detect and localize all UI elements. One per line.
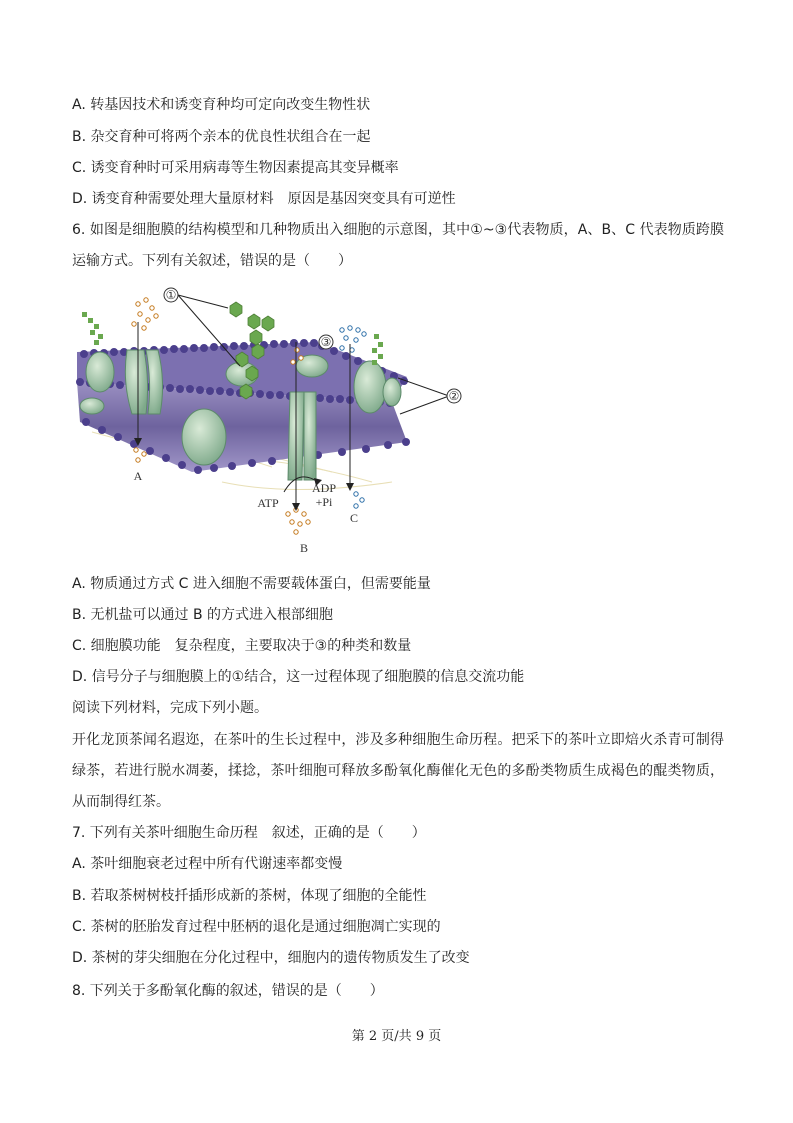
q5-option-a: A. 转基因技术和诱变育种均可定向改变生物性状 <box>72 97 371 113</box>
label-c: C <box>349 511 359 525</box>
protein-peripheral-left <box>86 352 114 392</box>
q6-option-d: D. 信号分子与细胞膜上的①结合，这一过程体现了细胞膜的信息交流功能 <box>72 669 525 685</box>
protein-carrier-atp <box>288 392 316 480</box>
q6-option-b: B. 无机盐可以通过 B 的方式进入根部细胞 <box>72 607 334 623</box>
label-1: ① <box>165 288 177 302</box>
q7-option-d: D. 茶树的芽尖细胞在分化过程中，细胞内的遗传物质发生了改变 <box>72 950 470 966</box>
q5-option-d: D. 诱变育种需要处理大量原材料 原因是基因突变具有可逆性 <box>72 191 456 207</box>
molecules-c-top <box>340 326 366 352</box>
protein-channel-left <box>125 350 162 414</box>
reading-intro: 阅读下列材料，完成下列小题。 <box>72 700 268 716</box>
q6-option-c: C. 细胞膜功能 复杂程度，主要取决于③的种类和数量 <box>72 638 412 654</box>
q7-option-a: A. 茶叶细胞衰老过程中所有代谢速率都变慢 <box>72 856 343 872</box>
molecules-a-top <box>132 298 158 330</box>
q8-stem: 8. 下列关于多酚氧化酶的叙述，错误的是（ ） <box>72 983 384 999</box>
label-adp: ADP <box>311 481 337 495</box>
q6-option-a: A. 物质通过方式 C 进入细胞不需要载体蛋白，但需要能量 <box>72 576 431 592</box>
page-footer: 第 2 页/共 9 页 <box>351 1029 442 1044</box>
molecules-c-bottom <box>354 492 364 508</box>
cell-membrane-figure <box>72 282 472 564</box>
label-b: B <box>299 541 309 555</box>
q7-option-b: B. 若取茶树树枝扦插形成新的茶树，体现了细胞的全能性 <box>72 888 427 904</box>
reading-material: 开化龙顶茶闻名遐迩，在茶叶的生长过程中，涉及多种细胞生命历程。把采下的茶叶立即焙火杀青可制得绿茶，若进行脱水凋萎，揉捻，茶叶细胞可释放多酚氧化酶催化无色的多酚类物质生成褐色的醌类物质，从而制得红茶。 <box>72 732 724 810</box>
q7-option-c: C. 茶树的胚胎发育过程中胚柄的退化是通过细胞凋亡实现的 <box>72 919 441 935</box>
q5-option-b: B. 杂交育种可将两个亲本的优良性状组合在一起 <box>72 129 371 145</box>
q5-option-c: C. 诱变育种时可采用病毒等生物因素提高其变异概率 <box>72 160 399 176</box>
q6-stem: 6. 如图是细胞膜的结构模型和几种物质出入细胞的示意图，其中①~③代表物质，A、B、C 代表物质跨膜运输方式。下列有关叙述，错误的是（ ） <box>72 222 724 269</box>
label-2: ② <box>448 389 460 403</box>
molecules-b-bottom <box>286 508 310 534</box>
label-a: A <box>133 469 143 483</box>
label-3: ③ <box>320 335 332 349</box>
protein-2-right <box>354 361 386 413</box>
label-pi: +Pi <box>315 495 333 509</box>
protein-lower-middle <box>182 409 226 465</box>
label-atp: ATP <box>257 496 279 510</box>
protein-small-left <box>80 398 104 414</box>
q7-stem: 7. 下列有关茶叶细胞生命历程 叙述，正确的是（ ） <box>72 825 426 841</box>
